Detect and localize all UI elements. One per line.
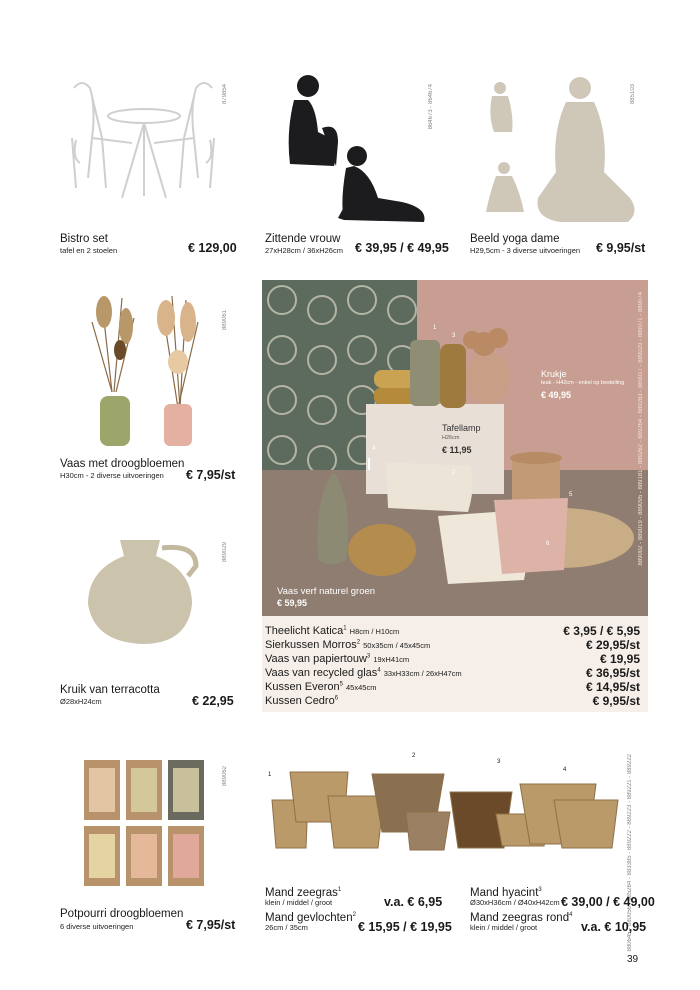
bistro-price: € 129,00 — [188, 241, 237, 255]
hero-item-4: Vaas van recycled glas$^4$ 33xH33cm / 26xH47cm — [265, 667, 462, 679]
kruik-name: Kruik van terracotta — [60, 684, 160, 696]
hero-item-2: Sierkussen Morros$^2$ 50x35cm / 45x45cm — [265, 639, 431, 651]
hero-number-5: 5 — [569, 492, 573, 498]
hero-number-1: 1 — [433, 325, 437, 331]
yoga-price: € 9,95/st — [596, 241, 646, 255]
krukje-name: Krukje — [541, 369, 567, 379]
vaas-verf-price: € 59,95 — [277, 598, 308, 608]
zeegras-rond-price: v.a. € 10,95 — [581, 920, 647, 934]
hero-item-5: Kussen Everon$^5$ 45x45cm — [265, 681, 377, 693]
hyacint-name: Mand hyacint$^3$ — [470, 886, 542, 899]
yoga-detail: H29,5cm - 3 diverse uitvoeringen — [470, 246, 581, 255]
krukje-price: € 49,95 — [541, 390, 572, 400]
hero-item-1: Theelicht Katica$^1$ H8cm / H10cm — [265, 625, 400, 637]
zeegras-name: Mand zeegras$^1$ — [265, 886, 342, 899]
page-number: 39 — [627, 954, 639, 965]
potpourri-name: Potpourri droogbloemen — [60, 908, 184, 920]
hero-price-5: € 14,95/st — [585, 680, 640, 694]
hero-number-2: 2 — [452, 470, 456, 476]
tafellamp-price: € 11,95 — [442, 445, 472, 455]
basket-number-1: 1 — [268, 772, 272, 778]
kruik-code: 889029 — [222, 542, 228, 563]
zeegras-rond-detail: klein / middel / groot — [470, 923, 538, 932]
gevlochten-detail: 26cm / 35cm — [265, 923, 308, 932]
yoga-statue-image — [480, 72, 640, 227]
hero-price-4: € 36,95/st — [585, 666, 640, 680]
zeegras-detail: klein / middel / groot — [265, 898, 333, 907]
potpourri-code: 889062 — [222, 766, 228, 787]
yoga-code: 885103 — [630, 84, 636, 105]
vaas-droog-name: Vaas met droogbloemen — [60, 458, 185, 470]
zeegras-rond-name: Mand zeegras rond$^4$ — [470, 911, 573, 924]
gevlochten-name: Mand gevlochten$^2$ — [265, 911, 356, 924]
baskets-image — [268, 752, 623, 854]
basket-number-4: 4 — [563, 767, 567, 773]
vaas-droogbloemen-image — [82, 292, 212, 450]
hyacint-price: € 39,00 / € 49,00 — [561, 895, 655, 909]
hero-item-3: Vaas van papiertouw$^3$ 19xH41cm — [265, 653, 410, 665]
basket-number-3: 3 — [497, 759, 501, 765]
vaas-droog-detail: H30cm - 2 diverse uitvoeringen — [60, 471, 164, 480]
vaas-verf-name: Vaas verf naturel groen — [277, 586, 376, 597]
hero-price-6: € 9,95/st — [592, 694, 640, 708]
basket-number-2: 2 — [412, 753, 416, 759]
potpourri-detail: 6 diverse uitvoeringen — [60, 922, 134, 931]
krukje-detail: teak - H42cm - enkel op bestelling — [541, 380, 625, 386]
vaas-droog-price: € 7,95/st — [186, 468, 236, 482]
zittende-code: 864673 - 864674 — [428, 84, 434, 130]
zittende-price: € 39,95 / € 49,95 — [355, 241, 449, 255]
hero-number-6: 6 — [546, 541, 550, 547]
yoga-name: Beeld yoga dame — [470, 233, 560, 245]
bistro-code: 879854 — [222, 84, 228, 105]
zittende-name: Zittende vrouw — [265, 233, 341, 245]
kruik-detail: Ø28xH24cm — [60, 697, 102, 706]
zeegras-price: v.a. € 6,95 — [384, 895, 443, 909]
hero-number-3: 3 — [452, 333, 456, 339]
hero-number-4: 4 — [372, 446, 376, 452]
bistro-set-image — [62, 78, 227, 208]
hyacint-detail: Ø30xH36cm / Ø40xH42cm — [470, 898, 560, 907]
potpourri-image — [84, 758, 206, 888]
hero-pointer-lamp — [368, 458, 370, 470]
zittende-vrouw-image — [282, 72, 432, 230]
potpourri-price: € 7,95/st — [186, 918, 236, 932]
tafellamp-detail: H26cm — [442, 435, 460, 441]
hero-price-1: € 3,95 / € 5,95 — [563, 624, 640, 638]
bistro-detail: tafel en 2 stoelen — [60, 246, 118, 255]
kruik-image — [84, 536, 204, 648]
gevlochten-price: € 15,95 / € 19,95 — [358, 920, 452, 934]
hero-code: 889002 - 889019 - 889095 - 889181 - 889262 - 889264 - 889283 - 889017 - 889020 - 889071 - 889074 — [638, 292, 644, 566]
bistro-name: Bistro set — [60, 233, 108, 245]
hero-item-6: Kussen Cedro$^6$ — [265, 695, 339, 707]
zittende-detail: 27xH28cm / 36xH26cm — [265, 246, 343, 255]
tafellamp-name: Tafellamp — [442, 423, 481, 433]
hero-price-3: € 19,95 — [599, 652, 640, 666]
baskets-code: 880645 - 880056 - 885284 - 883385 - 889222 - 889223 - 889221 - 889222 — [627, 754, 633, 952]
kruik-price: € 22,95 — [192, 694, 234, 708]
vaas-droog-code: 889061 — [222, 310, 228, 331]
hero-price-2: € 29,95/st — [585, 638, 640, 652]
